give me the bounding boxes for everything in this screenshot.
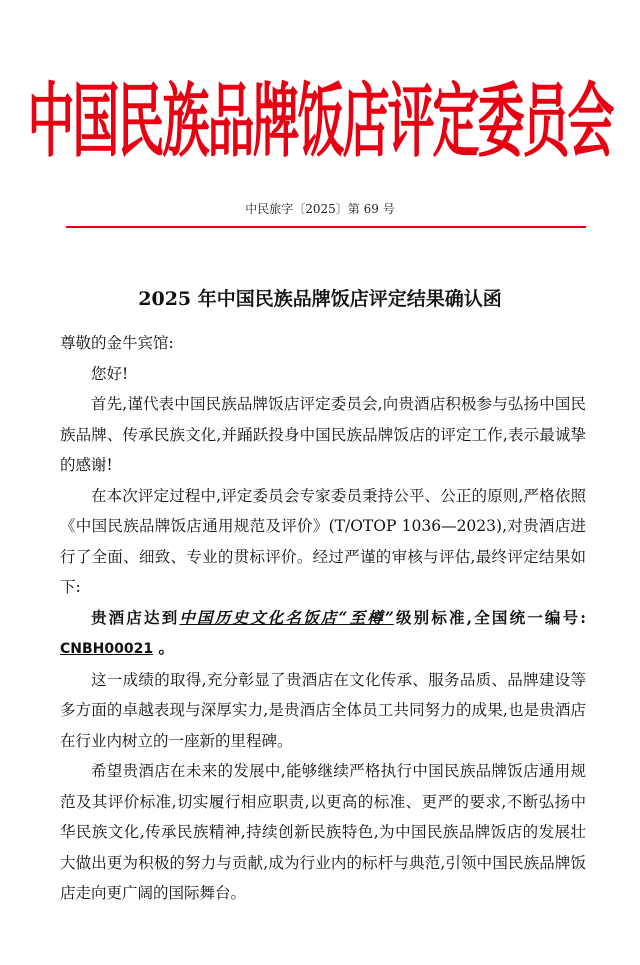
paragraph-process: 在本次评定过程中,评定委员会专家委员秉持公平、公正的原则,严格依照《中国民族品牌饭店通用规范及评价》(T/OTOP 1036—2023),对贵酒店进行了全面、细致、专业的贯标评价。经过严谨的审核与评估,最终评定结果如下:	[60, 486, 586, 596]
document-number: 中民旅字〔2025〕第 69 号	[245, 202, 395, 216]
organization-title: 中国民族品牌饭店评定委员会	[27, 75, 613, 170]
result-prefix: 贵酒店达到	[91, 607, 180, 627]
rank-level: “至樽”	[338, 607, 394, 627]
national-code: CNBH00021	[60, 641, 154, 657]
paragraph-thanks: 首先,谨代表中国民族品牌饭店评定委员会,向贵酒店积极参与弘扬中国民族品牌、传承民族文化,并踊跃投身中国民族品牌饭店的评定工作,表示最诚挚的感谢!	[60, 395, 586, 474]
letter-body	[60, 328, 586, 909]
salutation: 尊敬的金牛宾馆:	[60, 334, 174, 352]
paragraph-achievement: 这一成绩的取得,充分彰显了贵酒店在文化传承、服务品质、品牌建设等多方面的卓越表现与深厚实力,是贵酒店全体员工共同努力的成果,也是贵酒店在行业内树立的一座新的里程碑。	[60, 670, 586, 750]
greeting: 您好!	[91, 364, 129, 383]
red-divider	[66, 226, 586, 228]
paragraph-hope: 希望贵酒店在未来的发展中,能够继续严格执行中国民族品牌饭店通用规范及其评价标准,切实履行相应职责,以更高的标准、更严的要求,不断弘扬中华民族文化,传承民族精神,持续创新民族特色,为中国民族品牌饭店的发展壮大做出更为积极的努力与贡献,成为行业内的标杆与典范,引领中国民族品牌饭店走向更广阔的国际舞台。	[60, 762, 586, 902]
paragraph-result	[60, 603, 586, 665]
result-end: 。	[158, 638, 175, 657]
letter-title: 2025 年中国民族品牌饭店评定结果确认函	[138, 288, 502, 310]
rank-name: 中国历史文化名饭店	[179, 607, 339, 627]
result-suffix: 级别标准,全国统一编号:	[393, 607, 586, 627]
